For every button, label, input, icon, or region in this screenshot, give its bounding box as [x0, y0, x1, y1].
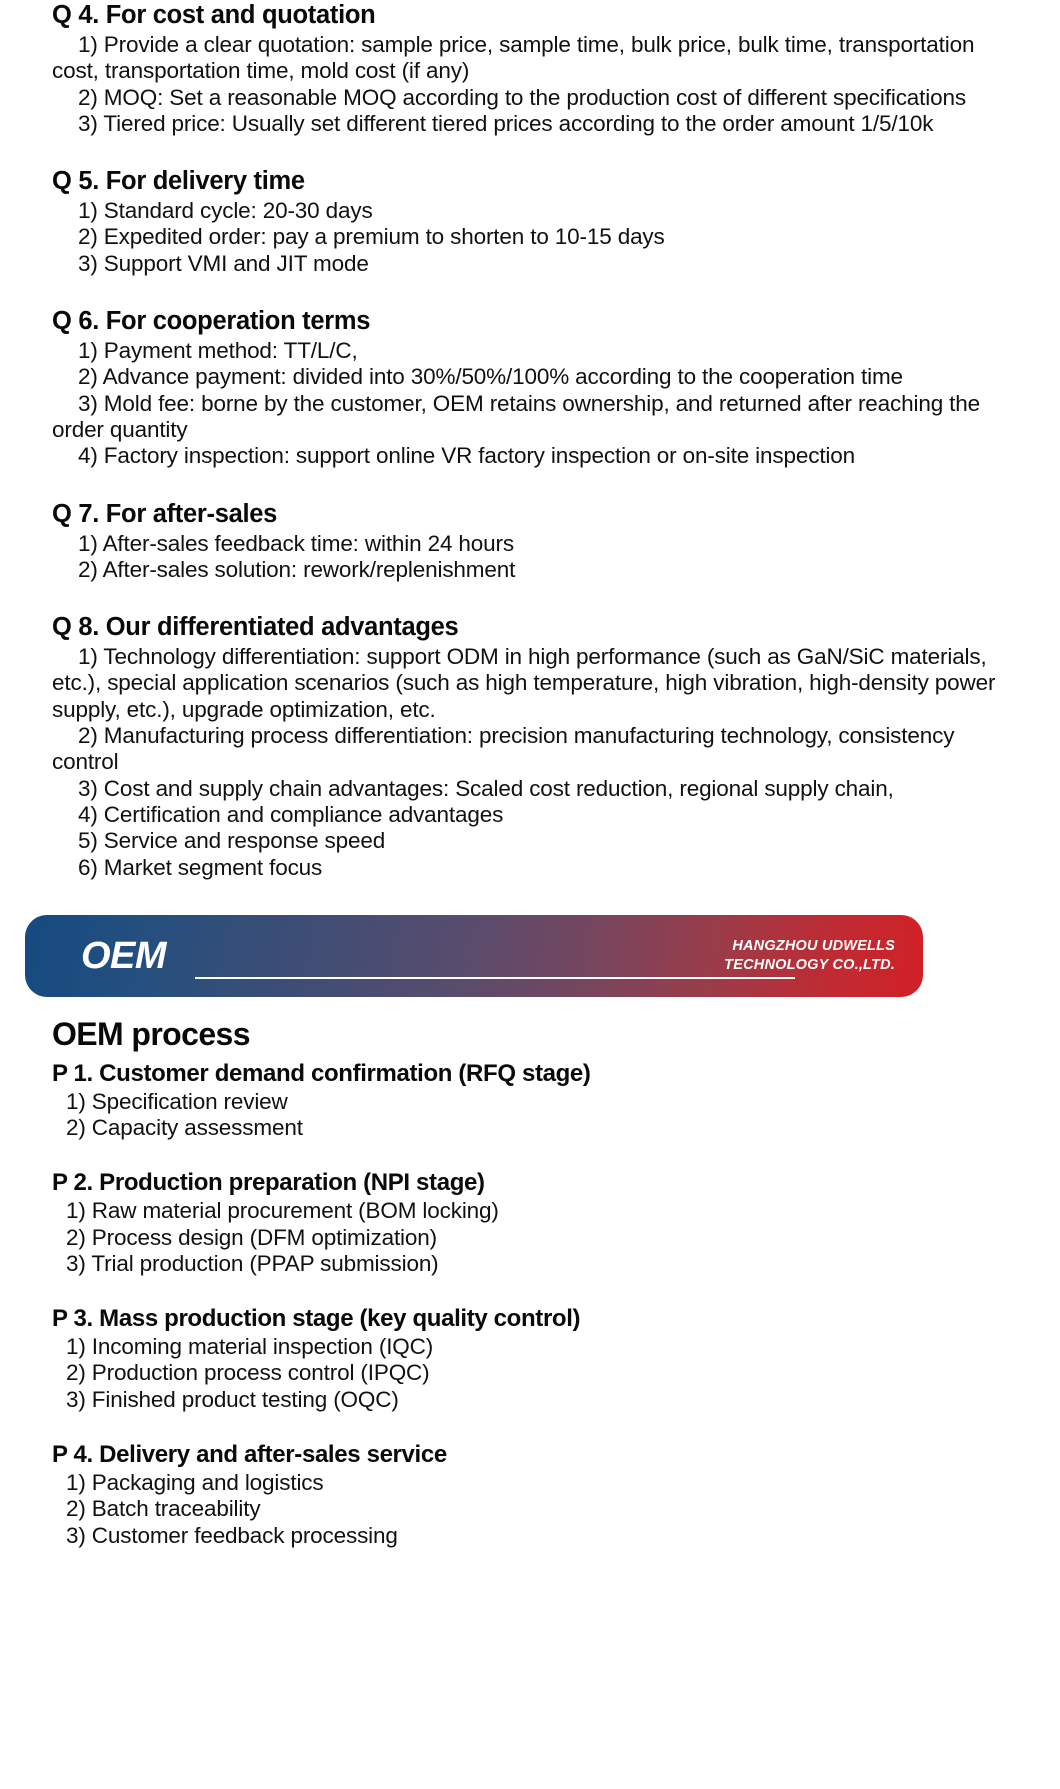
list-item: 1) Technology differentiation: support ODM in high performance (such as GaN/SiC materials, etc.), special application scenarios (such as high temperature, high vibration, high-density power supply, etc.), upgrade optimization, etc.: [52, 644, 996, 722]
process-item-list: [52, 1470, 1008, 1550]
process-heading: P 2. Production preparation (NPI stage): [52, 1169, 485, 1197]
process-group-p3: [52, 1304, 1008, 1414]
process-group-p2: [52, 1168, 1008, 1278]
list-item: 4) Certification and compliance advantages: [78, 801, 504, 827]
list-item: 1) Incoming material inspection (IQC): [66, 1333, 434, 1359]
list-item: 6) Market segment focus: [78, 854, 323, 880]
process-heading: P 3. Mass production stage (key quality control): [52, 1304, 581, 1332]
qa-heading: Q 6. For cooperation terms: [52, 307, 371, 336]
list-item: 1) Specification review: [66, 1088, 288, 1114]
faq-section: [52, 0, 1008, 881]
qa-item-list: [52, 338, 1008, 469]
list-item: 3) Tiered price: Usually set different tiered prices according to the order amount 1/5/10k: [78, 110, 934, 136]
list-item: 2) Advance payment: divided into 30%/50%/100% according to the cooperation time: [78, 364, 903, 390]
process-item-list: [52, 1089, 1008, 1142]
list-item: 1) Raw material procurement (BOM locking): [66, 1198, 499, 1224]
list-item: 3) Customer feedback processing: [66, 1522, 398, 1548]
page-title: OEM process: [52, 1015, 250, 1052]
qa-item-list: [52, 531, 1008, 584]
process-item-list: [52, 1198, 1008, 1278]
list-item: 3) Mold fee: borne by the customer, OEM retains ownership, and returned after reaching the order quantity: [52, 390, 980, 442]
list-item: 3) Support VMI and JIT mode: [78, 250, 369, 276]
process-heading: P 1. Customer demand confirmation (RFQ stage): [52, 1059, 591, 1087]
oem-process-section: [52, 1015, 1008, 1550]
qa-group-q8: [52, 612, 1008, 881]
list-item: 1) Provide a clear quotation: sample price, sample time, bulk price, bulk time, transportation cost, transportation time, mold cost (if any): [52, 32, 975, 84]
qa-group-q5: [52, 166, 1008, 277]
qa-heading: Q 5. For delivery time: [52, 167, 305, 196]
list-item: 3) Finished product testing (OQC): [66, 1386, 399, 1412]
qa-heading: Q 8. Our differentiated advantages: [52, 613, 459, 642]
qa-heading: Q 4. For cost and quotation: [52, 1, 376, 29]
qa-group-q6: [52, 306, 1008, 469]
oem-brand-banner: [25, 915, 923, 997]
qa-heading: Q 7. For after-sales: [52, 499, 278, 528]
list-item: 1) Standard cycle: 20-30 days: [78, 198, 373, 224]
list-item: 1) After-sales feedback time: within 24 hours: [78, 530, 514, 556]
process-group-p4: [52, 1440, 1008, 1550]
company-name-line2: TECHNOLOGY CO.,LTD.: [724, 956, 895, 973]
list-item: 3) Cost and supply chain advantages: Scaled cost reduction, regional supply chain,: [78, 775, 894, 801]
qa-item-list: [52, 198, 1008, 277]
list-item: 3) Trial production (PPAP submission): [66, 1251, 439, 1277]
list-item: 2) Manufacturing process differentiation: precision manufacturing technology, consistency control: [52, 723, 955, 775]
list-item: 2) MOQ: Set a reasonable MOQ according to the production cost of different specifications: [78, 84, 966, 110]
list-item: 2) Capacity assessment: [66, 1115, 303, 1141]
list-item: 2) After-sales solution: rework/replenishment: [78, 556, 516, 582]
list-item: 2) Expedited order: pay a premium to shorten to 10-15 days: [78, 224, 665, 250]
company-name: [724, 937, 895, 975]
qa-item-list: [52, 644, 1008, 881]
banner-divider-line: [195, 977, 795, 979]
list-item: 2) Batch traceability: [66, 1496, 261, 1522]
process-item-list: [52, 1334, 1008, 1414]
oem-wordmark: OEM: [81, 934, 167, 977]
list-item: 2) Process design (DFM optimization): [66, 1224, 437, 1250]
list-item: 1) Payment method: TT/L/C,: [78, 338, 358, 364]
qa-group-q7: [52, 499, 1008, 584]
list-item: 4) Factory inspection: support online VR factory inspection or on-site inspection: [78, 443, 855, 469]
list-item: 2) Production process control (IPQC): [66, 1360, 430, 1386]
list-item: 5) Service and response speed: [78, 828, 386, 854]
company-name-line1: HANGZHOU UDWELLS: [732, 937, 895, 954]
list-item: 1) Packaging and logistics: [66, 1469, 324, 1495]
qa-item-list: [52, 32, 1008, 137]
qa-group-q4: [52, 0, 1008, 137]
process-heading: P 4. Delivery and after-sales service: [52, 1440, 447, 1468]
process-group-p1: [52, 1059, 1008, 1142]
